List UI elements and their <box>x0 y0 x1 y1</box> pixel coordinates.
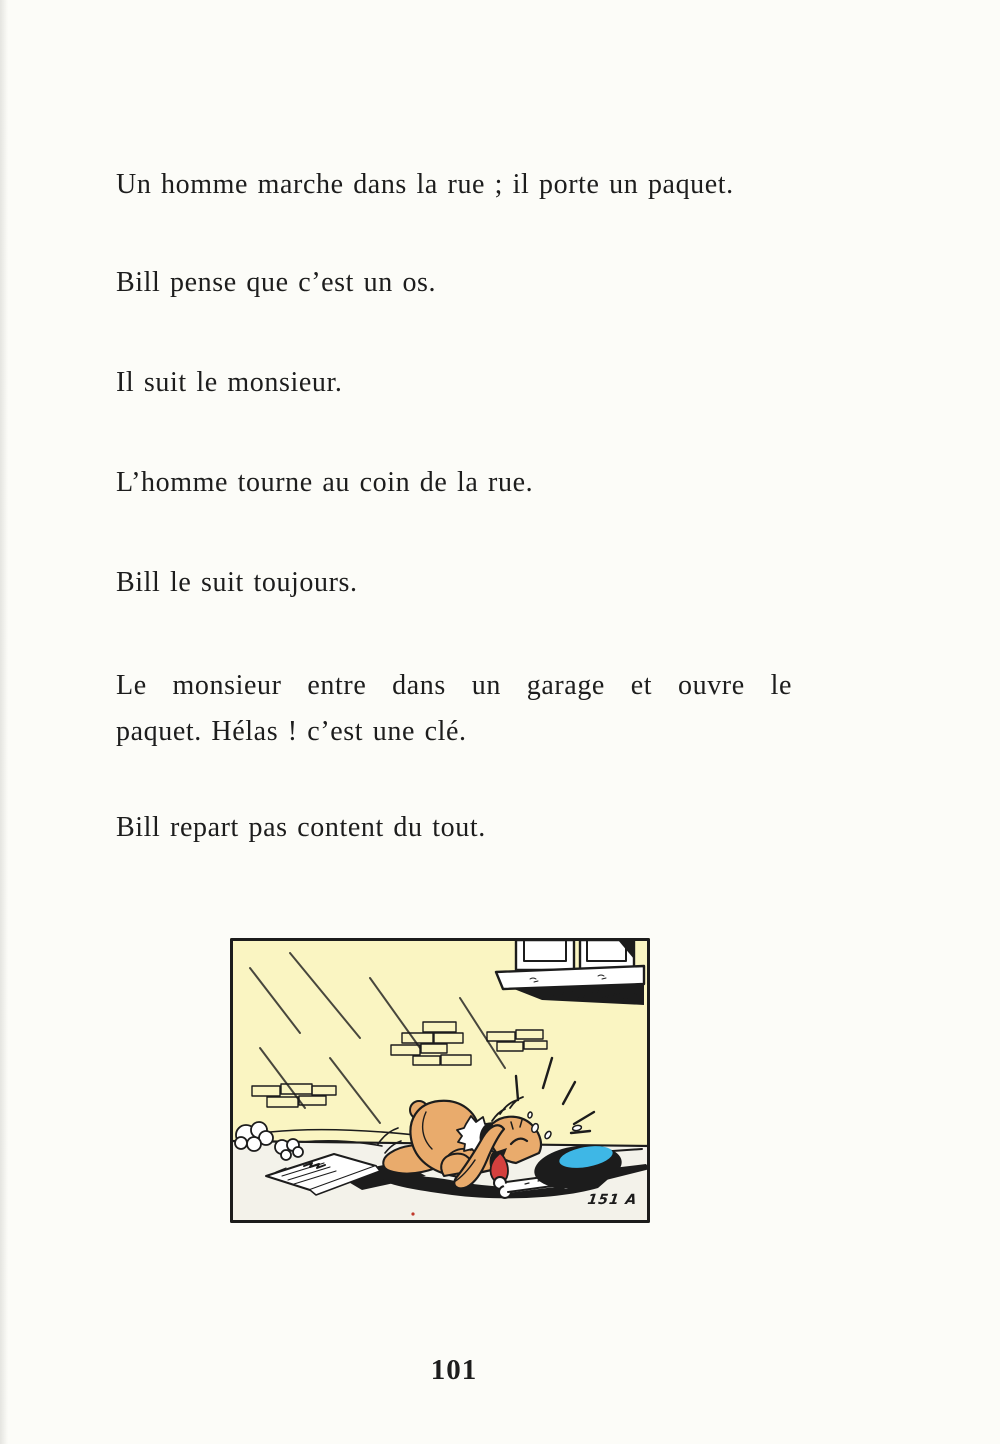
scan-edge-shadow <box>0 0 8 1444</box>
comic-panel <box>230 938 650 1223</box>
sentence-7: Bill repart pas content du tout. <box>116 812 486 843</box>
sentence-2: Bill pense que c’est un os. <box>116 267 437 298</box>
sentence-5: Bill le suit toujours. <box>116 567 358 598</box>
comic-illustration <box>230 938 650 1223</box>
reading-text-block <box>116 0 792 900</box>
sentence-3: Il suit le monsieur. <box>116 367 343 398</box>
sentence-6 <box>116 663 792 755</box>
sentence-4: L’homme tourne au coin de la rue. <box>116 467 534 498</box>
sentence-6-line-2: paquet. Hélas ! c’est une clé. <box>116 716 467 747</box>
sentence-6-line-1: Le monsieur entre dans un garage et ouvre le <box>116 670 792 701</box>
sentence-1: Un homme marche dans la rue ; il porte un paquet. <box>116 169 734 200</box>
panel-caption: 151 A <box>586 1192 639 1208</box>
page-number: 101 <box>430 1354 478 1386</box>
red-speck <box>411 1212 414 1215</box>
